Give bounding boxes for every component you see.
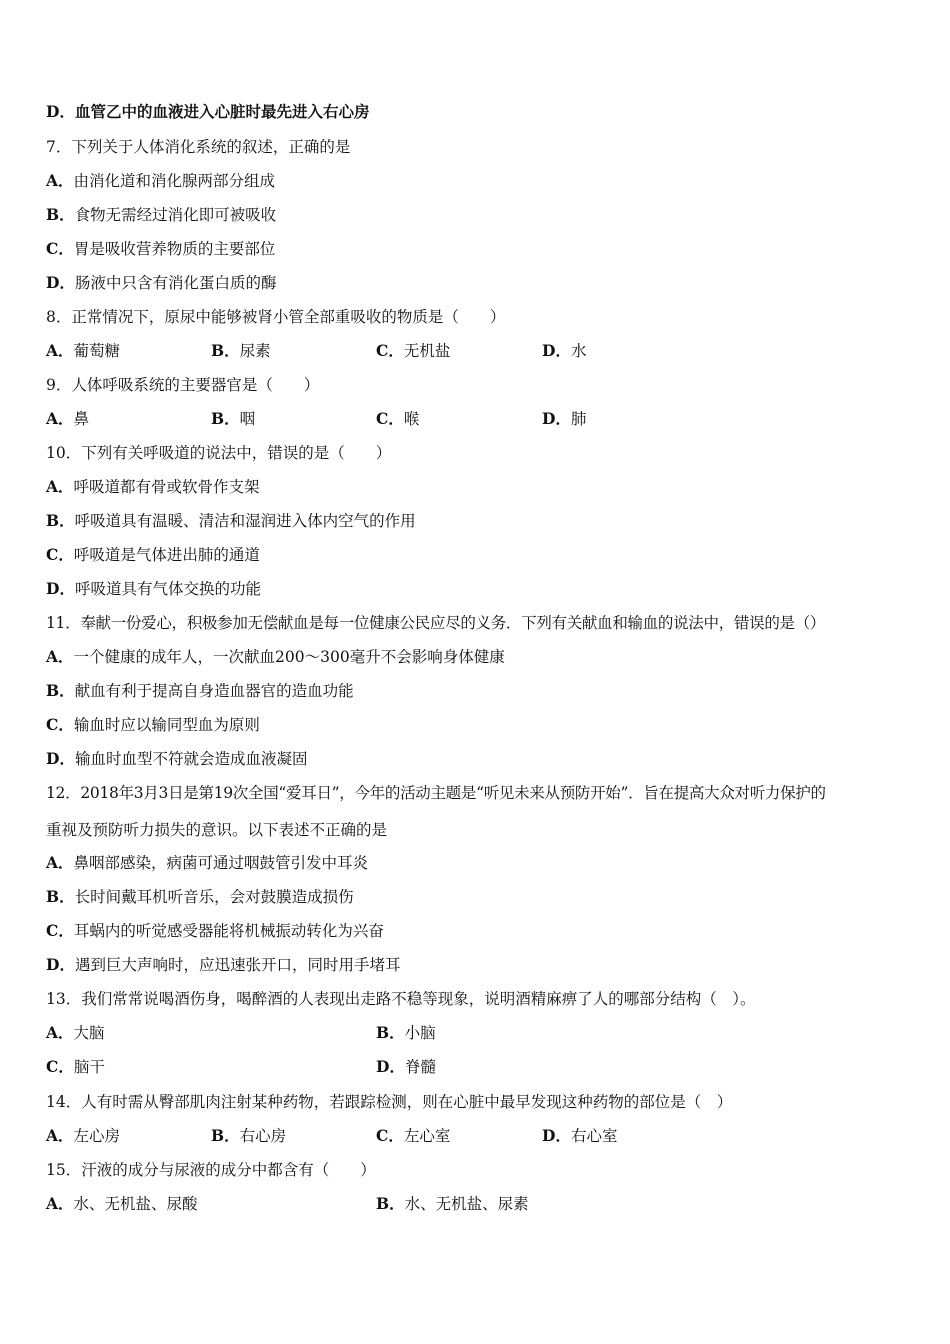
q7-option-a: A．由消化道和消化腺两部分组成 <box>46 171 276 190</box>
q12-stem-line2: 重视及预防听力损失的意识。以下表述不正确的是 <box>46 821 388 839</box>
q8-options <box>46 341 910 361</box>
q13-option-b: B．小脑 <box>376 1023 436 1042</box>
q13-option-d: D．脊髓 <box>376 1057 436 1076</box>
q14-option-c: C．左心室 <box>376 1126 451 1145</box>
q8-option-a: A．葡萄糖 <box>46 341 121 360</box>
q15-options <box>46 1194 910 1214</box>
q14-option-d: D．右心室 <box>542 1126 618 1145</box>
q12-option-d: D．遇到巨大声响时，应迅速张开口，同时用手堵耳 <box>46 955 401 974</box>
option-text: 血管乙中的血液进入心脏时最先进入右心房 <box>74 102 370 121</box>
q11-option-c: C．输血时应以输同型血为原则 <box>46 715 260 734</box>
q12-option-a: A．鼻咽部感染，病菌可通过咽鼓管引发中耳炎 <box>46 853 369 872</box>
q10-option-d: D．呼吸道具有气体交换的功能 <box>46 579 261 598</box>
q8-stem: 8．正常情况下，原尿中能够被肾小管全部重吸收的物质是（ ） <box>46 308 506 326</box>
option-label: D． <box>46 102 75 121</box>
q11-option-a: A．一个健康的成年人，一次献血200～300毫升不会影响身体健康 <box>46 647 505 666</box>
q14-option-a: A．左心房 <box>46 1126 121 1145</box>
q11-stem: 11．奉献一份爱心，积极参加无偿献血是每一位健康公民应尽的义务．下列有关献血和输血的说法中，错误的是（） <box>46 614 826 632</box>
q7-option-d: D．肠液中只含有消化蛋白质的酶 <box>46 273 277 292</box>
q13-option-a: A．大脑 <box>46 1023 105 1042</box>
q9-option-c: C．喉 <box>376 409 420 428</box>
q8-option-c: C．无机盐 <box>376 341 451 360</box>
q9-option-d: D．肺 <box>542 409 587 428</box>
q9-option-a: A．鼻 <box>46 409 90 428</box>
q9-options <box>46 409 910 429</box>
q15-stem: 15．汗液的成分与尿液的成分中都含有（ ） <box>46 1161 376 1179</box>
q13-options-row1 <box>46 1023 910 1043</box>
q7-option-b: B．食物无需经过消化即可被吸收 <box>46 205 277 224</box>
q12-stem-line1: 12．2018年3月3日是第19次全国“爱耳日”，今年的活动主题是“听见未来从预防开始”．旨在提高大众对听力保护的 <box>46 784 826 802</box>
q9-option-b: B．咽 <box>211 409 256 428</box>
q7-option-c: C．胃是吸收营养物质的主要部位 <box>46 239 276 258</box>
q10-option-a: A．呼吸道都有骨或软骨作支架 <box>46 477 260 496</box>
q13-options-row2 <box>46 1057 910 1077</box>
q14-option-b: B．右心房 <box>211 1126 287 1145</box>
q8-option-d: D．水 <box>542 341 587 360</box>
q14-stem: 14．人有时需从臀部肌肉注射某种药物，若跟踪检测，则在心脏中最早发现这种药物的部位是（ ） <box>46 1093 733 1111</box>
q13-stem: 13．我们常常说喝酒伤身，喝醉酒的人表现出走路不稳等现象，说明酒精麻痹了人的哪部分结构（ ）。 <box>46 990 756 1008</box>
q10-stem: 10．下列有关呼吸道的说法中，错误的是（ ） <box>46 444 392 462</box>
q8-option-b: B．尿素 <box>211 341 271 360</box>
q10-option-b: B．呼吸道具有温暖、清洁和湿润进入体内空气的作用 <box>46 511 416 530</box>
q14-options <box>46 1126 910 1146</box>
q7-stem: 7．下列关于人体消化系统的叙述，正确的是 <box>46 138 351 156</box>
q13-option-c: C．脑干 <box>46 1057 105 1076</box>
q11-option-b: B．献血有利于提高自身造血器官的造血功能 <box>46 681 354 700</box>
q9-stem: 9．人体呼吸系统的主要器官是（ ） <box>46 376 320 394</box>
q12-option-c: C．耳蜗内的听觉感受器能将机械振动转化为兴奋 <box>46 921 384 940</box>
q10-option-c: C．呼吸道是气体进出肺的通道 <box>46 545 260 564</box>
q11-option-d: D．输血时血型不符就会造成血液凝固 <box>46 749 308 768</box>
q6-option-d <box>46 102 910 122</box>
q15-option-a: A．水、无机盐、尿酸 <box>46 1194 198 1213</box>
q15-option-b: B．水、无机盐、尿素 <box>376 1194 529 1213</box>
q12-option-b: B．长时间戴耳机听音乐，会对鼓膜造成损伤 <box>46 887 354 906</box>
